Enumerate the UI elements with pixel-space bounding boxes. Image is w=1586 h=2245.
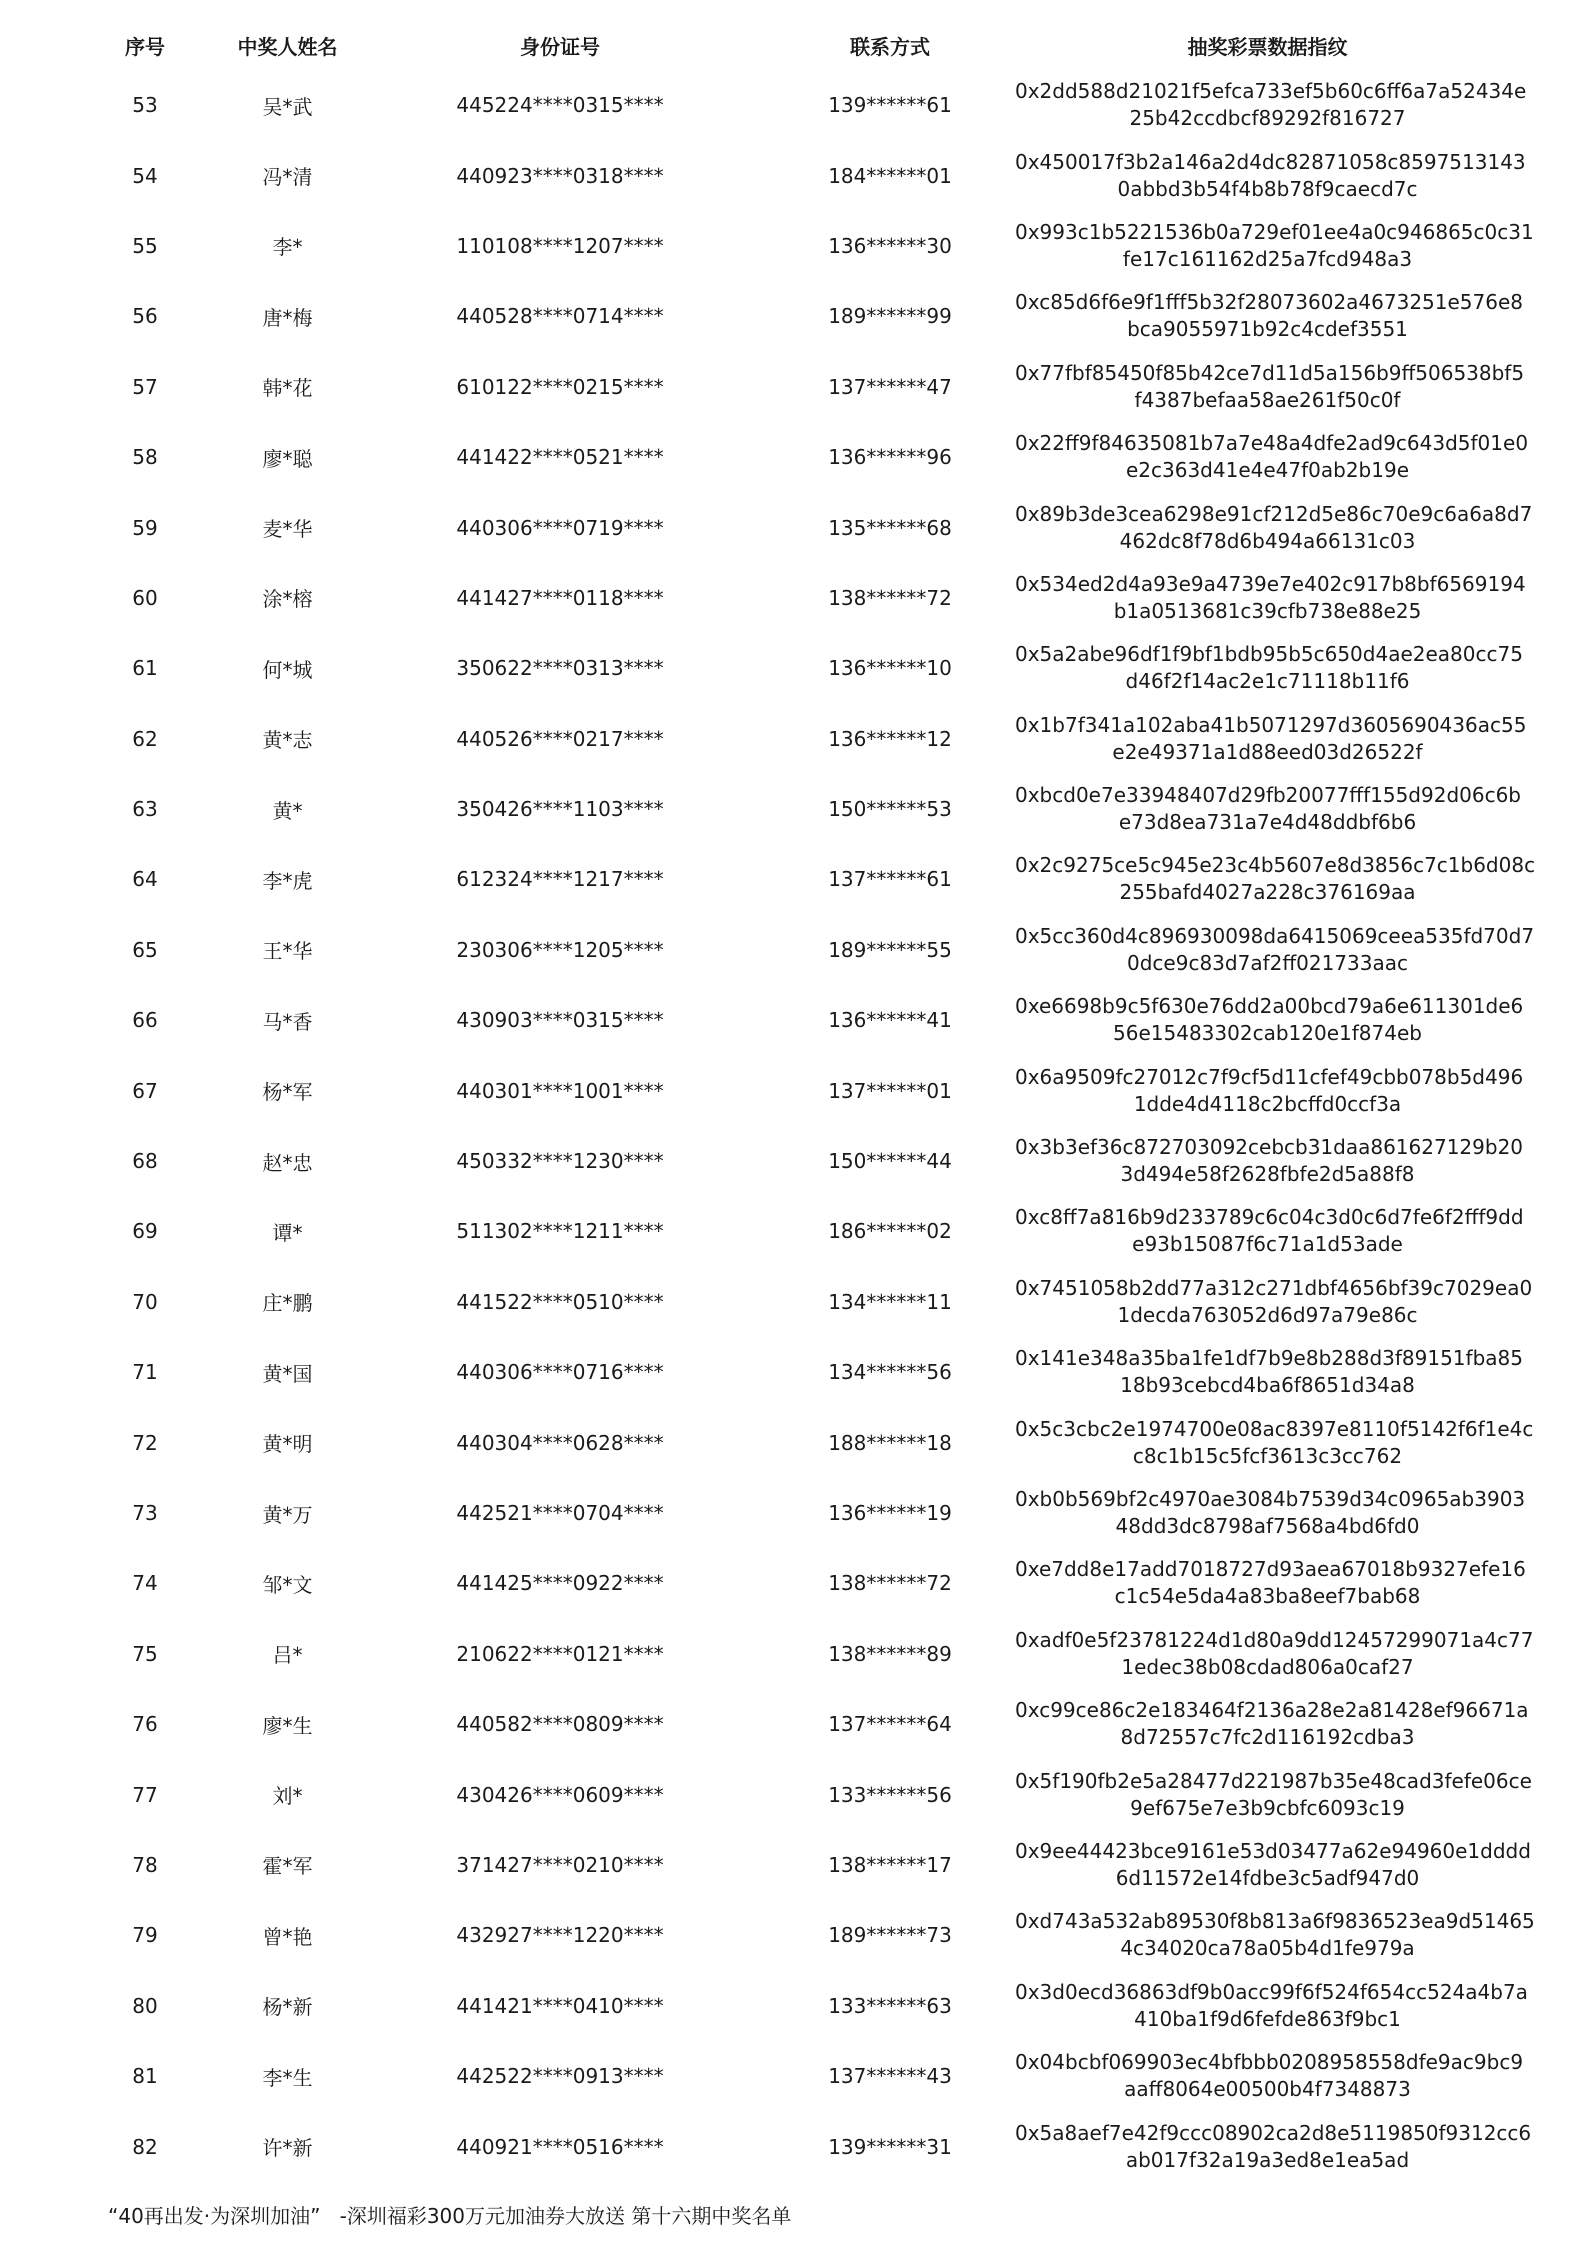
fingerprint-line: 0xb0b569bf2c4970ae3084b7539d34c0965ab3903 — [1015, 1487, 1526, 1511]
table-row — [70, 915, 1520, 985]
cell-ticket-fingerprint — [1015, 844, 1536, 914]
cell-ticket-fingerprint — [1015, 352, 1525, 422]
cell-id-number: 430903****0315**** — [456, 1008, 664, 1033]
fingerprint-line: 0x9ee44423bce9161e53d03477a62e94960e1dddd — [1015, 1838, 1531, 1863]
cell-serial-number: 61 — [132, 656, 158, 681]
fingerprint-line: 0x22ff9f84635081b7a7e48a4dfe2ad9c643d5f01e0 — [1015, 431, 1529, 456]
cell-winner-name: 廖*聪 — [262, 446, 313, 471]
cell-winner-name: 霍*军 — [262, 1854, 313, 1879]
fingerprint-line: 3d494e58f2628fbfe2d5a88f8 — [1120, 1162, 1415, 1187]
fingerprint-line: 0xe6698b9c5f630e76dd2a00bcd79a6e611301de6 — [1015, 994, 1524, 1019]
cell-id-number: 440923****0318**** — [456, 163, 664, 188]
cell-winner-name: 吴*武 — [262, 94, 313, 119]
table-row — [70, 281, 1520, 351]
cell-ticket-fingerprint — [1015, 140, 1526, 210]
cell-id-number: 612324****1217**** — [456, 867, 664, 892]
cell-id-number: 230306****1205**** — [456, 937, 664, 962]
cell-serial-number: 66 — [132, 1008, 158, 1033]
cell-contact: 137******47 — [828, 374, 952, 399]
cell-winner-name: 邹*文 — [262, 1572, 313, 1597]
cell-id-number: 610122****0215**** — [456, 374, 664, 399]
fingerprint-line: 0x1b7f341a102aba41b5071297d3605690436ac55 — [1015, 712, 1527, 737]
fingerprint-line: ab017f32a19a3ed8e1ea5ad — [1125, 2147, 1410, 2172]
table-row — [70, 422, 1520, 492]
table-row — [70, 1478, 1520, 1548]
cell-winner-name: 杨*新 — [262, 1995, 313, 2020]
cell-winner-name: 谭* — [272, 1220, 303, 1245]
cell-winner-name: 杨*军 — [262, 1080, 313, 1105]
cell-contact: 189******55 — [828, 937, 952, 962]
cell-serial-number: 56 — [132, 304, 158, 329]
cell-ticket-fingerprint — [1015, 704, 1527, 774]
cell-serial-number: 78 — [132, 1852, 158, 1877]
cell-serial-number: 65 — [132, 937, 158, 962]
table-row — [70, 1548, 1520, 1618]
fingerprint-line: 255bafd4027a228c376169aa — [1119, 880, 1416, 905]
cell-serial-number: 54 — [132, 163, 158, 188]
fingerprint-line: 0x3b3ef36c872703092cebcb31daa861627129b20 — [1015, 1135, 1524, 1160]
fingerprint-line: 0abbd3b54f4b8b78f9caecd7c — [1117, 176, 1418, 201]
fingerprint-line: 0x3d0ecd36863df9b0acc99f6f524f654cc524a4b7a — [1015, 1979, 1528, 2004]
fingerprint-line: 25b42ccdbcf89292f816727 — [1129, 106, 1406, 131]
fingerprint-line: 0x2dd588d21021f5efca733ef5b60c6ff6a7a52434e — [1015, 79, 1527, 104]
cell-winner-name: 唐*梅 — [262, 305, 313, 330]
fingerprint-line: b1a0513681c39cfb738e88e25 — [1113, 598, 1422, 623]
fingerprint-line: 0dce9c83d7af2ff021733aac — [1127, 950, 1408, 975]
fingerprint-line: 0x450017f3b2a146a2d4dc82871058c8597513143 — [1015, 149, 1526, 174]
table-row — [70, 1830, 1520, 1900]
cell-contact: 139******61 — [828, 93, 952, 118]
cell-ticket-fingerprint — [1015, 1337, 1523, 1407]
table-row — [70, 1407, 1520, 1477]
cell-ticket-fingerprint — [1015, 2111, 1532, 2181]
cell-id-number: 511302****1211**** — [456, 1219, 664, 1244]
cell-id-number: 432927****1220**** — [456, 1923, 664, 1948]
fingerprint-line: 0x5a2abe96df1f9bf1bdb95b5c650d4ae2ea80cc75 — [1015, 642, 1523, 667]
cell-winner-name: 黄*志 — [262, 728, 313, 753]
cell-winner-name: 赵*忠 — [262, 1150, 313, 1175]
cell-serial-number: 74 — [132, 1571, 158, 1596]
cell-id-number: 441422****0521**** — [456, 445, 664, 470]
cell-ticket-fingerprint — [1015, 1548, 1526, 1618]
cell-contact: 189******73 — [828, 1923, 952, 1948]
fingerprint-line: 0x7451058b2dd77a312c271dbf4656bf39c7029ea0 — [1015, 1275, 1533, 1300]
fingerprint-line: 4c34020ca78a05b4d1fe979a — [1120, 1936, 1415, 1961]
fingerprint-line: c1c54e5da4a83ba8eef7bab68 — [1114, 1584, 1421, 1609]
cell-serial-number: 57 — [132, 374, 158, 399]
cell-ticket-fingerprint — [1015, 563, 1526, 633]
cell-serial-number: 62 — [132, 726, 158, 751]
cell-id-number: 371427****0210**** — [456, 1852, 664, 1877]
cell-winner-name: 许*新 — [262, 2136, 313, 2161]
cell-contact: 136******19 — [828, 1501, 952, 1525]
cell-ticket-fingerprint — [1015, 1759, 1532, 1829]
fingerprint-line: 6d11572e14fdbe3c5adf947d0 — [1115, 1865, 1420, 1890]
cell-contact: 138******89 — [828, 1641, 952, 1666]
cell-ticket-fingerprint — [1015, 2041, 1524, 2111]
cell-serial-number: 60 — [132, 585, 158, 610]
fingerprint-line: 0xd743a532ab89530f8b813a6f9836523ea9d51465 — [1015, 1909, 1535, 1934]
cell-id-number: 440528****0714**** — [456, 304, 664, 329]
cell-id-number: 442522****0913**** — [456, 2064, 664, 2089]
cell-winner-name: 刘* — [272, 1784, 303, 1809]
cell-winner-name: 黄* — [272, 798, 303, 823]
cell-serial-number: 68 — [132, 1149, 158, 1174]
cell-ticket-fingerprint — [1015, 1689, 1529, 1759]
cell-winner-name: 韩*花 — [262, 376, 313, 401]
fingerprint-line: d46f2f14ac2e1c71118b11f6 — [1125, 669, 1410, 694]
table-row — [70, 1196, 1520, 1266]
cell-ticket-fingerprint — [1015, 1196, 1524, 1266]
cell-contact: 137******64 — [828, 1712, 952, 1737]
fingerprint-line: 0x2c9275ce5c945e23c4b5607e8d3856c7c1b6d08c — [1015, 853, 1536, 878]
cell-serial-number: 79 — [132, 1923, 158, 1948]
cell-id-number: 430426****0609**** — [456, 1782, 664, 1807]
cell-id-number: 440921****0516**** — [456, 2134, 664, 2159]
cell-ticket-fingerprint — [1015, 492, 1533, 562]
cell-contact: 134******11 — [828, 1289, 952, 1314]
cell-serial-number: 59 — [132, 515, 158, 540]
cell-winner-name: 何*城 — [262, 657, 313, 682]
table-row — [70, 2111, 1520, 2181]
fingerprint-line: 1dde4d4118c2bcffd0ccf3a — [1133, 1091, 1402, 1116]
fingerprint-line: 0x6a9509fc27012c7f9cf5d11cfef49cbb078b5d496 — [1015, 1064, 1524, 1089]
cell-id-number: 350622****0313**** — [456, 656, 664, 681]
fingerprint-line: 0xc99ce86c2e183464f2136a28e2a81428ef96671a — [1015, 1698, 1529, 1723]
cell-winner-name: 曾*艳 — [262, 1924, 313, 1949]
cell-contact: 133******63 — [828, 1993, 952, 2018]
cell-serial-number: 76 — [132, 1712, 158, 1737]
fingerprint-line: 48dd3dc8798af7568a4bd6fd0 — [1115, 1514, 1420, 1538]
cell-contact: 138******72 — [828, 1571, 952, 1596]
cell-ticket-fingerprint — [1015, 1055, 1524, 1125]
header-ticket-fingerprint: 抽奖彩票数据指纹 — [1187, 34, 1348, 59]
fingerprint-line: e2e49371a1d88eed03d26522f — [1112, 739, 1423, 764]
cell-id-number: 110108****1207**** — [456, 233, 664, 258]
cell-ticket-fingerprint — [1015, 1900, 1535, 1970]
cell-ticket-fingerprint — [1015, 281, 1523, 351]
cell-contact: 138******72 — [828, 585, 952, 610]
table-row — [70, 1126, 1520, 1196]
document-footer: “40再出发·为深圳加油” -深圳福彩300万元加油券大放送 第十六期中奖名单 — [108, 2204, 792, 2228]
cell-contact: 136******41 — [828, 1008, 952, 1033]
cell-serial-number: 82 — [132, 2134, 158, 2159]
cell-id-number: 441427****0118**** — [456, 585, 664, 610]
cell-contact: 136******30 — [828, 233, 952, 258]
cell-contact: 134******56 — [828, 1360, 952, 1385]
cell-serial-number: 70 — [132, 1289, 158, 1314]
fingerprint-line: 1edec38b08cdad806a0caf27 — [1121, 1654, 1414, 1679]
cell-winner-name: 涂*榕 — [262, 587, 313, 612]
table-row — [70, 1055, 1520, 1125]
cell-winner-name: 李*生 — [262, 2065, 313, 2090]
fingerprint-line: f4387befaa58ae261f50c0f — [1134, 387, 1401, 412]
fingerprint-line: 0x04bcbf069903ec4bfbbb0208958558dfe9ac9bc9 — [1015, 2050, 1524, 2075]
cell-contact: 136******96 — [828, 445, 952, 470]
header-contact: 联系方式 — [850, 34, 930, 59]
fingerprint-line: 0x534ed2d4a93e9a4739e7e402c917b8bf6569194 — [1015, 571, 1526, 596]
fingerprint-line: 0x5c3cbc2e1974700e08ac8397e8110f5142f6f1e4c — [1015, 1416, 1534, 1441]
cell-ticket-fingerprint — [1015, 985, 1524, 1055]
cell-serial-number: 69 — [132, 1219, 158, 1244]
cell-id-number: 350426****1103**** — [456, 797, 664, 822]
fingerprint-line: 56e15483302cab120e1f874eb — [1113, 1021, 1422, 1046]
table-row — [70, 1759, 1520, 1829]
cell-ticket-fingerprint — [1015, 774, 1520, 844]
cell-ticket-fingerprint — [1015, 1478, 1526, 1548]
cell-contact: 136******10 — [828, 656, 952, 681]
table-row — [70, 140, 1520, 210]
cell-ticket-fingerprint — [1015, 1619, 1534, 1689]
fingerprint-line: 0x5cc360d4c896930098da6415069ceea535fd70d7 — [1015, 923, 1535, 948]
cell-id-number: 440304****0628**** — [456, 1430, 664, 1455]
fingerprint-line: 0xe7dd8e17add7018727d93aea67018b9327efe16 — [1015, 1557, 1526, 1582]
cell-serial-number: 64 — [132, 867, 158, 892]
table-row — [70, 985, 1520, 1055]
cell-contact: 137******01 — [828, 1078, 952, 1103]
cell-contact: 189******99 — [828, 304, 952, 329]
cell-contact: 135******68 — [828, 515, 952, 540]
cell-serial-number: 77 — [132, 1782, 158, 1807]
cell-winner-name: 冯*清 — [262, 165, 313, 190]
cell-serial-number: 67 — [132, 1078, 158, 1103]
cell-ticket-fingerprint — [1015, 1830, 1531, 1900]
cell-winner-name: 麦*华 — [262, 517, 313, 542]
cell-winner-name: 庄*鹏 — [262, 1291, 313, 1316]
fingerprint-line: 0xc8ff7a816b9d233789c6c04c3d0c6d7fe6f2fff9dd — [1015, 1205, 1524, 1230]
fingerprint-line: 0x77fbf85450f85b42ce7d11d5a156b9ff506538bf5 — [1015, 360, 1525, 385]
table-row — [70, 492, 1520, 562]
cell-ticket-fingerprint — [1015, 1971, 1528, 2041]
table-body — [70, 70, 1536, 2182]
fingerprint-line: 410ba1f9d6fefde863f9bc1 — [1134, 2006, 1401, 2031]
table-row — [70, 352, 1520, 422]
fingerprint-line: e73d8ea731a7e4d48ddbf6b6 — [1118, 810, 1417, 835]
cell-id-number: 210622****0121**** — [456, 1641, 664, 1666]
cell-ticket-fingerprint — [1015, 70, 1527, 140]
cell-ticket-fingerprint — [1015, 211, 1534, 281]
cell-contact: 133******56 — [828, 1782, 952, 1807]
cell-serial-number: 71 — [132, 1360, 158, 1385]
fingerprint-line: c8c1b15c5fcf3613c3cc762 — [1132, 1443, 1403, 1468]
fingerprint-line: 8d72557c7fc2d116192cdba3 — [1120, 1725, 1415, 1750]
cell-winner-name: 李*虎 — [262, 868, 313, 893]
fingerprint-line: 462dc8f78d6b494a66131c03 — [1119, 528, 1416, 553]
winners-table — [70, 20, 1536, 2182]
header-winner-name: 中奖人姓名 — [237, 34, 338, 59]
cell-serial-number: 55 — [132, 233, 158, 258]
table-row — [70, 844, 1520, 914]
cell-winner-name: 黄*明 — [262, 1432, 313, 1457]
table-row — [70, 211, 1520, 281]
cell-winner-name: 黄*国 — [262, 1361, 313, 1386]
fingerprint-line: 0x5f190fb2e5a28477d221987b35e48cad3fefe06ce — [1015, 1768, 1532, 1793]
table-row — [70, 1689, 1520, 1759]
table-row — [70, 774, 1520, 844]
cell-ticket-fingerprint — [1015, 422, 1529, 492]
cell-winner-name: 王*华 — [262, 939, 313, 964]
cell-id-number: 440301****1001**** — [456, 1078, 664, 1103]
cell-serial-number: 80 — [132, 1993, 158, 2018]
table-row — [70, 633, 1520, 703]
cell-ticket-fingerprint — [1015, 633, 1523, 703]
cell-contact: 137******61 — [828, 867, 952, 892]
cell-contact: 137******43 — [828, 2064, 952, 2089]
fingerprint-line: bca9055971b92c4cdef3551 — [1127, 317, 1408, 342]
cell-contact: 150******44 — [828, 1149, 952, 1174]
cell-contact: 188******18 — [828, 1430, 952, 1455]
cell-id-number: 441425****0922**** — [456, 1571, 664, 1596]
fingerprint-line: 0x141e348a35ba1fe1df7b9e8b288d3f89151fba85 — [1015, 1346, 1523, 1371]
cell-serial-number: 53 — [132, 93, 158, 118]
fingerprint-line: aaff8064e00500b4f7348873 — [1124, 2077, 1411, 2102]
cell-id-number: 445224****0315**** — [456, 93, 664, 118]
fingerprint-line: 0x993c1b5221536b0a729ef01ee4a0c946865c0c31 — [1015, 219, 1534, 244]
header-id-number: 身份证号 — [520, 34, 600, 59]
fingerprint-line: 0x5a8aef7e42f9ccc08902ca2d8e5119850f9312cc6 — [1015, 2120, 1532, 2145]
fingerprint-line: e93b15087f6c71a1d53ade — [1132, 1232, 1403, 1257]
cell-id-number: 450332****1230**** — [456, 1149, 664, 1174]
fingerprint-line: fe17c161162d25a7fcd948a3 — [1122, 246, 1413, 271]
cell-id-number: 441522****0510**** — [456, 1289, 664, 1314]
table-row — [70, 1900, 1520, 1970]
cell-ticket-fingerprint — [1015, 915, 1535, 985]
table-row — [70, 1337, 1520, 1407]
fingerprint-line: 1decda763052d6d97a79e86c — [1117, 1302, 1418, 1327]
table-row — [70, 1619, 1520, 1689]
cell-winner-name: 马*香 — [262, 1009, 313, 1034]
fingerprint-line: 0xbcd0e7e33948407d29fb20077fff155d92d06c6b — [1015, 783, 1522, 808]
cell-id-number: 440582****0809**** — [456, 1712, 664, 1737]
header-serial-number: 序号 — [125, 34, 165, 59]
fingerprint-line: 0xc85d6f6e9f1fff5b32f28073602a4673251e576e8 — [1015, 290, 1523, 315]
cell-serial-number: 81 — [132, 2064, 158, 2089]
table-row — [70, 1971, 1520, 2041]
cell-id-number: 440306****0719**** — [456, 515, 664, 540]
cell-contact: 139******31 — [828, 2134, 952, 2159]
cell-serial-number: 72 — [132, 1430, 158, 1455]
cell-contact: 138******17 — [828, 1852, 952, 1877]
cell-serial-number: 63 — [132, 797, 158, 822]
fingerprint-line: 0xadf0e5f23781224d1d80a9dd12457299071a4c77 — [1015, 1627, 1534, 1652]
table-row — [70, 704, 1520, 774]
cell-winner-name: 黄*万 — [262, 1502, 313, 1527]
cell-ticket-fingerprint — [1015, 1407, 1534, 1477]
cell-winner-name: 吕* — [272, 1643, 303, 1668]
cell-ticket-fingerprint — [1015, 1126, 1524, 1196]
cell-serial-number: 73 — [132, 1501, 158, 1525]
cell-contact: 136******12 — [828, 726, 952, 751]
cell-serial-number: 75 — [132, 1641, 158, 1666]
table-row — [70, 2041, 1520, 2111]
cell-id-number: 440526****0217**** — [456, 726, 664, 751]
table-row — [70, 1267, 1520, 1337]
table-row — [70, 563, 1520, 633]
cell-id-number: 441421****0410**** — [456, 1993, 664, 2018]
cell-contact: 186******02 — [828, 1219, 952, 1244]
fingerprint-line: 18b93cebcd4ba6f8651d34a8 — [1120, 1373, 1415, 1398]
cell-winner-name: 李* — [272, 235, 303, 260]
cell-winner-name: 廖*生 — [262, 1713, 313, 1738]
cell-ticket-fingerprint — [1015, 1267, 1533, 1337]
fingerprint-line: 9ef675e7e3b9cbfc6093c19 — [1130, 1795, 1405, 1820]
cell-contact: 150******53 — [828, 797, 952, 822]
table-row — [70, 70, 1520, 140]
cell-serial-number: 58 — [132, 445, 158, 470]
cell-id-number: 442521****0704**** — [456, 1501, 664, 1525]
table-header-row — [70, 20, 1520, 70]
fingerprint-line: 0x89b3de3cea6298e91cf212d5e86c70e9c6a6a8d7 — [1015, 501, 1533, 526]
cell-id-number: 440306****0716**** — [456, 1360, 664, 1385]
fingerprint-line: e2c363d41e4e47f0ab2b19e — [1125, 458, 1410, 483]
cell-contact: 184******01 — [828, 163, 952, 188]
